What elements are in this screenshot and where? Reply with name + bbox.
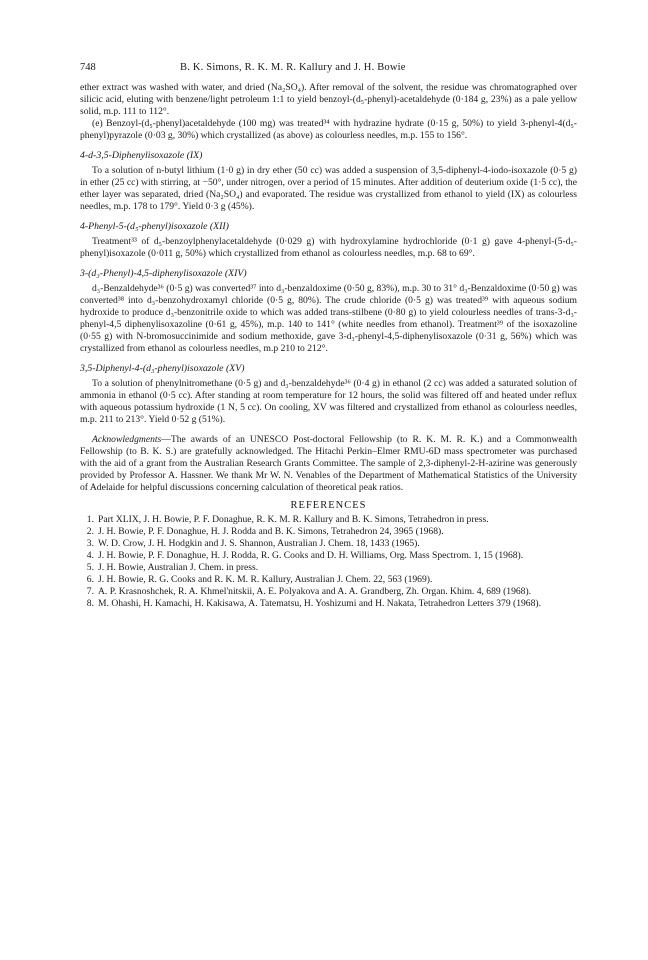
- section-heading-xiv: 3-(d₃-Phenyl)-4,5-diphenylisoxazole (XIV): [80, 268, 247, 279]
- page-number: 748: [80, 62, 96, 73]
- reference-item: 1. Part XLIX, J. H. Bowie, P. F. Donaghue, R. K. M. R. Kallury and B. K. Simons, Tetrahedron in press.: [86, 514, 489, 525]
- continuation-paragraph: ether extract was washed with water, and dried (Na₂SO₄). After removal of the solvent, the residue was chromatographed over silicic acid, eluting with benzene/light petroleum 1:1 to yield benzoyl-(d₅-phenyl)-acetaldehyde (0·184 g, 23%) as a pale yellow solid, m.p. 111 to 112°.: [80, 82, 577, 117]
- reference-item: 5. J. H. Bowie, Australian J. Chem. in press.: [86, 562, 259, 573]
- section-heading-ix: 4-d-3,5-Diphenylisoxazole (IX): [80, 150, 203, 161]
- acknowledgments-label: Acknowledgments: [92, 434, 162, 445]
- reference-item: 8. M. Ohashi, H. Kamachi, H. Kakisawa, A. Tatematsu, H. Yoshizumi and H. Nakata, Tetrahedron Letters 379 (1968).: [86, 598, 541, 609]
- procedure-e-paragraph: (e) Benzoyl-(d₅-phenyl)acetaldehyde (100 mg) was treated³⁴ with hydrazine hydrate (0·15 g, 50%) to yield 3-phenyl-4(d₅-phenyl)pyrazole (0·03 g, 30%) which crystallized (as above) as colourless needles, m.p. 155 to 156°.: [80, 118, 577, 141]
- references-list: [80, 514, 577, 610]
- reference-item: 4. J. H. Bowie, P. F. Donaghue, H. J. Rodda, R. G. Cooks and D. H. Williams, Org. Mass Spectrom. 1, 15 (1968).: [86, 550, 524, 561]
- section-body-xii: Treatment³³ of d₅-benzoylphenylacetaldehyde (0·029 g) with hydroxylamine hydrochloride (0·1 g) gave 4-phenyl-(5-d₅-phenyl)isoxazole (0·011 g, 50%) which crystallized from ethanol as colourless needles, m.p. 68 to 69°.: [80, 236, 577, 259]
- acknowledgments-text: —The awards of an UNESCO Post-doctoral Fellowship (to R. K. M. R. K.) and a Commonwealth Fellowship (to B. K. S.) are gratefully acknowledged. The Hitachi Perkin–Elmer RMU-6D mass spectrometer was purchased with the aid of a grant from the Australian Research Grants Committee. The sample of 2,3-diphenyl-2-H-azirine was generously provided by Professor A. Hassner. We thank Mr W. N. Venables of the Department of Mathematical Statistics of the University of Adelaide for helpful discussions concerning calculation of theoretical peak ratios.: [80, 434, 577, 493]
- section-body-xv: To a solution of phenylnitromethane (0·5 g) and d₃-benzaldehyde³⁶ (0·4 g) in ethanol (2 cc) was added a saturated solution of ammonia in ethanol (0·5 cc). After standing at room temperature for 12 hours, the solid was filtered off and heated under reflux with aqueous potassium hydroxide (1 N, 5 cc). On cooling, XV was filtered and crystallized from ethanol as colourless needles, m.p. 211 to 213°. Yield 0·52 g (51%).: [80, 378, 577, 425]
- section-heading-xii: 4-Phenyl-5-(d₅-phenyl)isoxazole (XII): [80, 221, 229, 232]
- reference-item: 6. J. H. Bowie, R. G. Cooks and R. K. M. R. Kallury, Australian J. Chem. 22, 563 (1969).: [86, 574, 433, 585]
- running-title: B. K. Simons, R. K. M. R. Kallury and J. H. Bowie: [180, 62, 406, 73]
- reference-item: 3. W. D. Crow, J. H. Hodgkin and J. S. Shannon, Australian J. Chem. 18, 1433 (1965).: [86, 538, 420, 549]
- reference-item: 7. A. P. Krasnoshchek, R. A. Khmel'nitskii, A. E. Polyakova and A. A. Grandberg, Zh. Organ. Khim. 4, 689 (1968).: [86, 586, 532, 597]
- acknowledgments-paragraph: [80, 434, 577, 494]
- reference-item: 2. J. H. Bowie, P. F. Donaghue, H. J. Rodda and B. K. Simons, Tetrahedron 24, 3965 (1968).: [86, 526, 444, 537]
- page-header: [80, 62, 577, 82]
- section-body-ix: To a solution of n-butyl lithium (1·0 g) in dry ether (50 cc) was added a suspension of 3,5-diphenyl-4-iodo-isoxazole (0·5 g) in ether (25 cc) with stirring, at −50°, under nitrogen, over a period of 15 minutes. After addition of deuterium oxide (1·5 cc), the ether layer was separated, dried (Na₂SO₄) and evaporated. The residue was crystallized from ethanol to yield (IX) as colourless needles, m.p. 178 to 179°. Yield 0·3 g (45%).: [80, 165, 577, 212]
- journal-page: [80, 62, 577, 610]
- section-body-xiv: d₃-Benzaldehyde³⁶ (0·5 g) was converted³⁷ into d₃-benzaldoxime (0·50 g, 83%), m.p. 30 to 31° d₃-Benzaldoxime (0·50 g) was converted³⁸ into d₃-benzohydroxamyl chloride (0·5 g, 80%). The crude chloride (0·5 g) was treated³⁹ with aqueous sodium hydroxide to produce d₃-benzonitrile oxide to which was added trans-stilbene (0·80 g) to yield colourless needles of trans-3-d₃-phenyl-4,5 diphenylisoxazoline (0·61 g, 45%), m.p. 140 to 141° (white needles from ethanol). Treatment³⁹ of the isoxazoline (0·55 g) with N-bromosuccinimide and sodium methoxide, gave 3-d₃-phenyl-4,5-diphenylisoxazole (0·31 g, 56%) which was crystallized from ethanol as colourless needles, m.p 210 to 212°.: [80, 283, 577, 354]
- references-title: REFERENCES: [290, 500, 367, 511]
- section-heading-xv: 3,5-Diphenyl-4-(d₃-phenyl)isoxazole (XV): [80, 363, 245, 374]
